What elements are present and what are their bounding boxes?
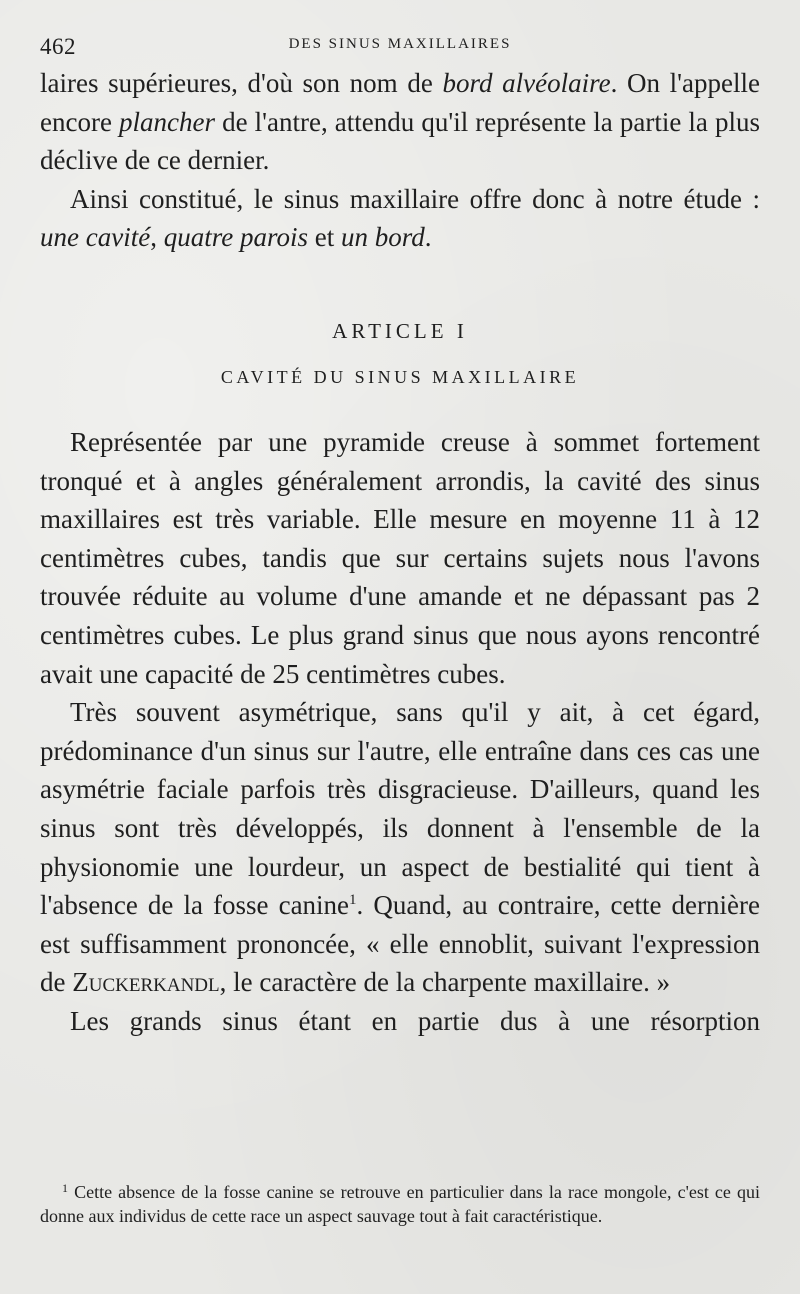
intro-paragraph-2 <box>40 180 760 257</box>
author-name: Zuckerkandl <box>72 967 220 998</box>
text-run: Très souvent asymétrique, sans qu'il y ait, à cet égard, prédominance d'un sinus sur l'autre, elle entraîne dans ces cas une asymétrie faciale parfois très disgracieuse. D'ailleurs, quand les sinus sont très développés, ils donnent à l'ensemble de la physionomie une lourdeur, un aspect de bestialité qui tient à l'absence de la fosse canine <box>40 697 760 921</box>
section-body <box>40 423 760 1041</box>
text-run: . <box>424 222 432 253</box>
italic-term: un bord <box>340 222 425 253</box>
italic-term: quatre parois <box>163 222 308 253</box>
page-number: 462 <box>40 34 76 59</box>
text-run: , le caractère de la charpente maxillaire. » <box>219 967 671 998</box>
body-paragraph-1: Représentée par une pyramide creuse à sommet fortement tronqué et à angles généralement arrondis, la cavité des sinus maxillaires est très variable. Elle mesure en moyenne 11 à 12 centimètres cubes, tandis que sur certains sujets nous l'avons trouvée réduite au volume d'une amande et ne dépassant pas 2 centimètres cubes. Le plus grand sinus que nous ayons rencontré avait une capacité de 25 centimètres cubes. <box>40 426 760 689</box>
intro-paragraph-1 <box>40 64 760 180</box>
text-run: et <box>307 222 341 253</box>
footnote-1 <box>40 1180 760 1228</box>
running-head <box>40 26 760 64</box>
text-run: de l'antre, attendu qu'il représente la partie la plus déclive de ce dernier. <box>40 106 760 176</box>
article-heading: ARTICLE I <box>332 318 468 343</box>
italic-term: une cavité <box>40 222 151 253</box>
body-paragraph-3: Les grands sinus étant en partie dus à une résorption <box>70 1005 760 1036</box>
italic-term: bord alvéolaire <box>442 68 611 98</box>
footnote-marker: 1 <box>62 1181 68 1195</box>
text-run: . On l'appelle encore <box>40 68 760 137</box>
intro-text <box>40 64 760 257</box>
text-run: , <box>150 222 164 253</box>
body-paragraph-2 <box>40 693 760 1002</box>
footnote-reference[interactable]: 1 <box>349 892 357 909</box>
running-title: DES SINUS MAXILLAIRES <box>288 36 512 52</box>
text-run: Ainsi constitué, le sinus maxillaire offre donc à notre étude : <box>70 183 760 214</box>
text-run: . Quand, au contraire, cette dernière est suffisamment prononcée, « elle ennoblit, suivant l'expression de <box>40 890 760 998</box>
section-heading: CAVITÉ DU SINUS MAXILLAIRE <box>220 366 580 387</box>
text-run: laires supérieures, d'où son nom de <box>40 68 443 98</box>
italic-term: plancher <box>119 106 216 137</box>
footnotes <box>40 1180 760 1228</box>
footnote-text: Cette absence de la fosse canine se retrouve en particulier dans la race mongole, c'est ce qui donne aux individus de cette race un aspect sauvage tout à fait caractéristique. <box>40 1182 760 1226</box>
